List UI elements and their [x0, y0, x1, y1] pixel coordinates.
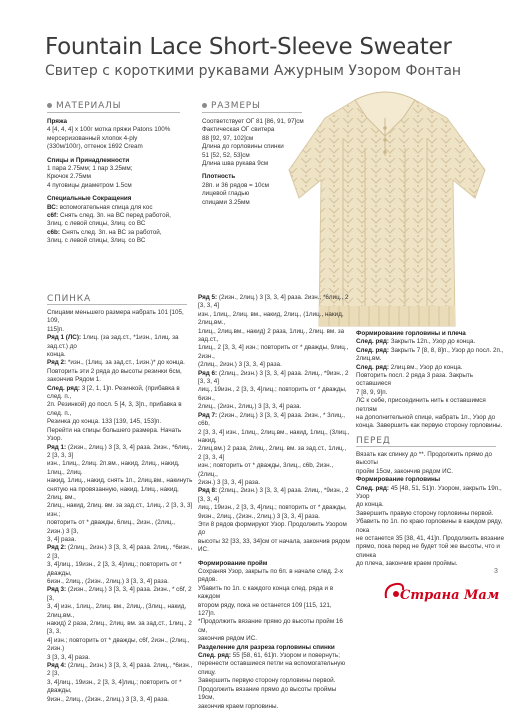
page-title: Fountain Lace Short-Sleeve Sweater: [45, 34, 452, 60]
yarn-line: мерсеризованный хлопок 4-ply: [47, 134, 138, 142]
needles-line: Крючок 2.75мм: [47, 173, 91, 181]
size-line: Длина шва рукава 9см: [202, 160, 269, 168]
size-line: 88 [92, 97, 102]см: [202, 134, 254, 142]
instruction-line: Сохраняя Узор, закрыть по 6п. в начале след. 2-х рядов.: [198, 568, 344, 584]
middle-instructions: [198, 294, 350, 711]
materials-block: [47, 118, 197, 246]
abbr-line: ВС: вспомогательная спица для кос: [47, 203, 153, 211]
size-line: Длина до горловины спинки: [202, 143, 284, 151]
instruction-line: конца. Завершить как первую сторону горловины.: [356, 422, 503, 430]
instruction-line: След. ряд: Закрыть 7 [8, 8, 8]п., Узор до посл. 2п.,: [356, 346, 504, 354]
back-neck-split-heading: Разделение для разреза горловины спинки: [198, 643, 335, 651]
instruction-line: 1лиц., 2лиц.вм., накид) 2 раза, 1лиц., 2лиц. вм. за зад.ст.,: [198, 327, 345, 344]
sizes-heading: РАЗМЕРЫ: [202, 101, 261, 111]
instruction-line: не останется 35 [38, 41, 41]п. Продолжить вязание: [356, 535, 505, 543]
density-line: 28п. и 36 рядов = 10см: [202, 181, 269, 189]
instruction-line: 3, 4]лиц., 19изн., 2 [3, 3, 4]лиц.; повторить от * дважды,: [47, 678, 182, 695]
instruction-line: 2лиц.вм.) 2 раза, 2лиц., 2лиц. вм. за зад.ст., 1лиц., 2 [3, 3, 4]: [198, 445, 347, 461]
size-line: 51 [52, 52, 53]см: [202, 151, 250, 159]
yarn-line: 4 [4, 4, 4] х 100г мотка пряжи Patons 100%: [47, 126, 171, 134]
instruction-line: 9изн., 2лиц., (2изн., 2лиц.) 3 [3, 3, 4] раза.: [198, 512, 320, 520]
instruction-line: конца.: [47, 351, 66, 359]
instruction-line: Завершить первую сторону горловины первой.: [198, 677, 336, 685]
instruction-line: Ряд 8: (2лиц., 2изн.) 3 [3, 3, 4] раза. 2лиц., *9изн., 2 [3, 3, 4]: [198, 487, 349, 503]
instruction-line: След. ряд: 45 [48, 51, 51]п. Узором, закрыть 19п., Узор: [356, 484, 502, 501]
instruction-line: Ряд 3: (2изн., 2лиц.) 3 [3, 3, 4] раза. 2изн., * c6f, 2 [3,: [47, 586, 192, 602]
instruction-line: лиц., 19изн., 2 [3, 3, 4]лиц.; повторить от * дважды,: [198, 504, 347, 512]
back-heading: СПИНКА: [47, 294, 91, 304]
instruction-line: закончив Рядом 1.: [47, 376, 101, 384]
needles-line: 4 пуговицы диаметром 1.5см: [47, 181, 132, 189]
instruction-line: перенести оставшиеся петли на вспомогательную спицу.: [198, 660, 346, 676]
instruction-line: (2лиц., 2изн.) 3 [3, 3, 4] раза.: [198, 361, 282, 369]
instruction-line: Вязать как спинку до **. Продолжить прямо до высоты: [356, 451, 492, 467]
instruction-line: След. ряд: Закрыть 12п., Узор до конца.: [356, 338, 476, 346]
neck-shoulder-heading: Формирование горловины и плеча: [356, 330, 466, 337]
page-number: 3: [494, 568, 498, 575]
instruction-line: Повторить эти 2 ряда до высоты резинки 6см,: [47, 367, 182, 375]
materials-heading: МАТЕРИАЛЫ: [47, 101, 121, 111]
instruction-line: накид) 2 раза, 2лиц., 2лиц. вм. за зад.ст., 1лиц., 2 [3, 3,: [47, 620, 192, 636]
abbr-title: Специальные Сокращения: [47, 195, 132, 203]
instruction-line: 2изн.) 3 [3, 3, 4] раза.: [198, 478, 261, 486]
instruction-line: *Продолжить вязание прямо до высоты пройм 16 см,: [198, 618, 343, 634]
instruction-line: 115]п.: [47, 325, 64, 333]
instruction-line: изн., 1лиц., 2лиц. 2п.вм., накид, 2лиц., накид, 1лиц., 2лиц.: [47, 460, 180, 476]
instruction-line: Эти 8 рядов формируют Узор. Продолжить Узором до: [198, 520, 347, 537]
instruction-line: изн.; повторить от * дважды, 3лиц., c6b, 2изн., (2лиц.,: [198, 462, 334, 478]
instruction-line: на дополнительной спице, набрать 1п., Узор до: [356, 414, 496, 422]
instruction-line: 3, 4] раза.: [47, 535, 77, 543]
front-neck-heading: Формирование горловины: [356, 476, 441, 484]
instruction-line: Ряд 4: (2лиц., 2изн.) 3 [3, 3, 4] раза. 2лиц., *6изн., 2 [3,: [47, 662, 193, 678]
back-instructions: [47, 309, 193, 704]
abbr-line: c6f: Снять след. 3п. на ВС перед работой,: [47, 212, 171, 220]
instruction-line: 2лиц.вм.: [356, 355, 382, 363]
instruction-line: Ряд 5: (2изн., 2лиц.) 3 [3, 3, 4] раза. 2изн., *6лиц., 2 [3, 3, 4]: [198, 294, 349, 310]
instruction-line: Ряд 1: (2изн., 2лиц.) 3 [3, 3, 4] раза. 2изн., *6лиц., 2 [3, 3, 3]: [47, 443, 193, 459]
watermark-text: Страна Мам: [400, 588, 500, 603]
instruction-line: Ряд 2: *изн., (1лиц. за зад.ст., 1изн.)* до конца.: [47, 359, 185, 367]
instruction-line: высоты 32 [33, 33, 34]см от начала, закончив рядом ИС.: [198, 537, 350, 554]
instruction-line: 2 [3, 3, 4] изн., 1лиц., 2лиц.вм., накид, 1лиц., (3лиц., накид,: [198, 428, 350, 444]
armhole-heading: Формирование пройм: [198, 559, 268, 567]
density-line: лицевой гладью: [202, 190, 250, 198]
instruction-line: повторить от * дважды, 6лиц., 2изн., (2лиц., 2изн.) 3 [3,: [47, 519, 176, 535]
instruction-line: 9изн., 2лиц., (2изн., 2лиц.) 3 [3, 3, 4] раза.: [47, 695, 169, 703]
bullet-icon: [47, 103, 52, 108]
instruction-line: След. ряд: 2лиц.вм., Узор до конца.: [356, 363, 463, 371]
needles-line: 1 пара 2.75мм; 1 пар 3.25мм;: [47, 165, 133, 173]
density-line: спицами 3.25мм: [202, 198, 250, 206]
instruction-line: Спицами меньшего размера набрать 101 [105, 109,: [47, 309, 184, 325]
instruction-line: 2п. Резинкой) до посл. 5 [4, 3, 3]п., прибавка в след. п.,: [47, 401, 182, 417]
instruction-line: 3, 4] изн., 1лиц., 2лиц. вм., 2лиц., (3лиц., накид, 2лиц.вм.,: [47, 603, 187, 619]
instruction-line: Перейти на спицы большего размера. Начать Узор.: [47, 426, 182, 443]
needles-title: Спицы и Принадлежности: [47, 156, 130, 164]
divider: [356, 446, 496, 447]
page-subtitle: Свитер с короткими рукавами Ажурным Узором Фонтан: [45, 63, 462, 79]
instruction-line: Завершить правую сторону горловины первой.: [356, 509, 494, 517]
instruction-line: Убавить по 1п. с каждого конца след. ряда и в каждом: [198, 584, 334, 601]
instruction-line: Ряд 1 (ЛС): 1лиц. (за зад.ст., *1изн., 1лиц. за зад.ст.) до: [47, 334, 179, 350]
instruction-line: лиц., 19изн., 2 [3, 3, 4]лиц.; повторить от * дважды, 6изн.,: [198, 386, 347, 402]
instruction-line: След. ряд: 55 [58, 61, 61]п. Узором и повернуть;: [198, 652, 340, 660]
abbr-line: 3лиц. с левой спицы, 3лиц. со ВС: [47, 220, 146, 228]
instruction-line: Ряд 2: (2лиц., 2изн.) 3 [3, 3, 4] раза. 2лиц., *6изн., 2 [3,: [47, 544, 193, 560]
instruction-line: Ряд 6: (2лиц., 2изн.) 3 [3, 3, 4] раза. 2лиц., *9изн., 2 [3, 3, 4]: [198, 369, 349, 386]
density-title: Плотность: [202, 173, 236, 181]
front-heading: ПЕРЕД: [356, 436, 391, 446]
instruction-line: изн., 1лиц., 2лиц. вм., накид, 2лиц., (1лиц., накид, 2лиц.вм.,: [198, 310, 344, 327]
instruction-line: Повторить посл. 2 ряда 3 раза. Закрыть оставшиеся: [356, 372, 474, 388]
abbr-line: 3лиц. с левой спицы, 3лиц. со ВС: [47, 237, 146, 245]
abbr-line: c6b: Снять след. 3п. на ВС за работой,: [47, 228, 162, 236]
yarn-title: Пряжа: [47, 118, 68, 125]
instruction-line: до конца.: [356, 501, 384, 509]
instruction-line: Резинка до конца. 133 [139, 145, 153]п.: [47, 418, 162, 426]
instruction-line: накид, 1лиц., накид, снять 1п., 2лиц.вм., накинуть: [47, 477, 193, 485]
instruction-line: 3, 4]лиц., 19изн., 2 [3, 3, 4]лиц.; повторить от * дважды,: [47, 561, 182, 577]
instruction-line: до плеча, закончив краем проймы.: [356, 560, 458, 568]
instruction-line: Продолжить вязание прямо до высоты проймы 19см,: [198, 685, 337, 702]
instruction-line: Ряд 7: (2изн., 2лиц.) 3 [3, 3, 4] раза. 2изн., * 3лиц., c6b,: [198, 411, 345, 428]
instruction-line: 3 [3, 3, 4] раза.: [47, 653, 91, 661]
bullet-icon: [202, 103, 207, 108]
instruction-line: Убавить по 1п. по краю горловины в каждом ряду, пока: [356, 518, 503, 534]
right-instructions: [356, 330, 506, 431]
yarn-line: (330м/100г), оттенок 1692 Cream: [47, 143, 143, 151]
instruction-line: 4] изн.; повторить от * дважды, c6f, 2изн., (2лиц., 2изн.): [47, 636, 190, 653]
instruction-line: прямо, пока перед не будет той же высоты, что и спинка: [356, 543, 500, 559]
instruction-line: 7 [8, 9, 9]п.: [356, 388, 388, 396]
instruction-line: закончив рядом ИС.: [198, 635, 258, 643]
instruction-line: 1лиц., 2 [3, 3, 4] изн.; повторить от * дважды, 9лиц., 2изн.,: [198, 344, 349, 360]
instruction-line: пройм 15см, закончив рядом ИС.: [356, 467, 453, 475]
instruction-line: закончив краем горловины.: [198, 702, 279, 710]
size-line: Соответствует ОГ 81 [86, 91, 97]см: [202, 118, 304, 125]
front-instructions: [356, 451, 506, 569]
size-line: Фактическая ОГ свитера: [202, 126, 275, 134]
instruction-line: ЛС к себе, присоединить нить к оставшимся петлям: [356, 397, 486, 413]
divider: [47, 112, 180, 113]
instruction-line: След. ряд: 3 [2, 1, 1]п. Резинкой, (прибавка в след. п.,: [47, 384, 180, 401]
divider: [47, 304, 187, 305]
instruction-line: 2лиц., накид, 2лиц. вм. за зад.ст., 1лиц., 2 [3, 3, 3] изн.;: [47, 502, 193, 518]
abbr-list: [47, 204, 197, 246]
instruction-line: 2лиц., (2изн., 2лиц.) 3 [3, 3, 4] раза.: [198, 403, 302, 411]
instruction-line: втором ряду, пока не останется 109 [115, 121, 127]п.: [198, 601, 332, 618]
instruction-line: 6изн., 2лиц., (2изн., 2лиц.) 3 [3, 3, 4] раза.: [47, 578, 169, 585]
instruction-line: снятую на провязанную, накид, 1лиц., накид, 2лиц. вм.,: [47, 485, 179, 501]
